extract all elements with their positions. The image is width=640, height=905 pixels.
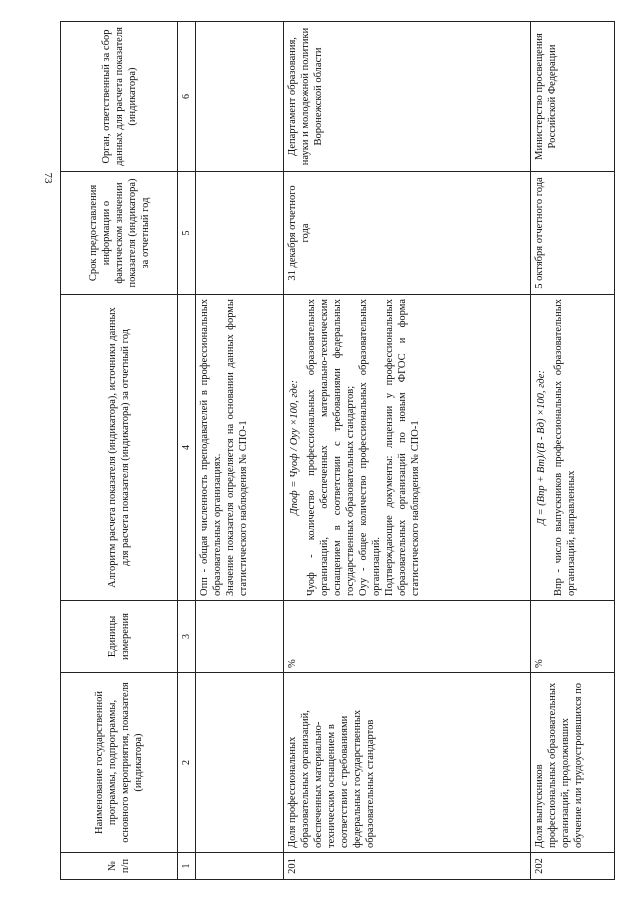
header-row: [61, 22, 178, 880]
continuation-algorithm-cell: [196, 295, 284, 601]
formula: Дпоф = Чуоф / Оуу ×100, где:: [289, 379, 300, 516]
indicator-name: Доля выпускников профессиональных образовательных организаций, продолживших обучение или трудоустроившихся по: [531, 673, 615, 853]
table-frame: [60, 22, 615, 880]
responsible-body: Министерство просвещения Российской Федерации: [531, 22, 615, 172]
algorithm-paragraph: Опп - общая численность преподавателей в профессиональных образовательных организациях.: [199, 299, 223, 596]
continuation-row: [196, 22, 284, 880]
indicator-name: Доля профессиональных образовательных организаций, обеспеченных материально-техническим оснащением в соответствии с требованиями федеральных государственных образовательных стандартов: [284, 673, 531, 853]
header-num: № п/п: [61, 853, 178, 880]
responsible-body: Департамент образования, науки и молодежной политики Воронежской области: [284, 22, 531, 172]
column-number: 5: [178, 172, 196, 295]
indicator-unit: %: [531, 601, 615, 673]
algorithm-cell: [284, 295, 531, 601]
header-responsible: Орган, ответственный за сбор данных для расчета показателя (индикатора): [61, 22, 178, 172]
algorithm-paragraph: Значение показателя определяется на основании данных формы статистического наблюдения № СПО-1: [225, 299, 249, 596]
algorithm-paragraph: Впр - число выпускников профессиональных образовательных организаций, направленных: [553, 299, 577, 596]
header-algorithm: Алгоритм расчета показателя (индикатора), источники данных для расчета показателя (индикатора) за отчетный год: [61, 295, 178, 601]
algorithm-paragraph: Подтверждающие документы: лицензии у профессиональных образовательных организаций по новым ФГОС и форма статистического наблюдения № СПО-1: [384, 299, 421, 596]
indicator-unit: %: [284, 601, 531, 673]
page-number: 73: [42, 172, 54, 184]
table-row: [284, 22, 531, 880]
row-number: 202: [531, 853, 615, 880]
algorithm-paragraph: Оуу - общее количество профессиональных образовательных организаций.: [358, 299, 382, 596]
header-deadline: Срок предоставления информации о фактическом значении показателя (индикатора) за отчетный год: [61, 172, 178, 295]
indicator-table: [60, 21, 615, 880]
header-unit: Единицы измерения: [61, 601, 178, 673]
column-number-row: [178, 22, 196, 880]
column-number: 4: [178, 295, 196, 601]
algorithm-cell: [531, 295, 615, 601]
header-name: Наименование государственной программы, подпрограммы, основного мероприятия, показателя (индикатора): [61, 673, 178, 853]
column-number: 2: [178, 673, 196, 853]
deadline: 5 октября отчетного года: [531, 172, 615, 295]
formula: Д = (Впр + Вт)/(В - Вд) ×100, где:: [536, 370, 547, 525]
algorithm-paragraph: Чуоф - количество профессиональных образовательных организаций, обеспеченных материально-техническим оснащением в соответствии с требованиями федеральных государственных образовательных стандартов;: [306, 299, 356, 596]
column-number: 3: [178, 601, 196, 673]
table-row: [531, 22, 615, 880]
row-number: 201: [284, 853, 531, 880]
deadline: 31 декабря отчетного года: [284, 172, 531, 295]
column-number: 1: [178, 853, 196, 880]
column-number: 6: [178, 22, 196, 172]
rotated-table-wrapper: [60, 22, 615, 880]
